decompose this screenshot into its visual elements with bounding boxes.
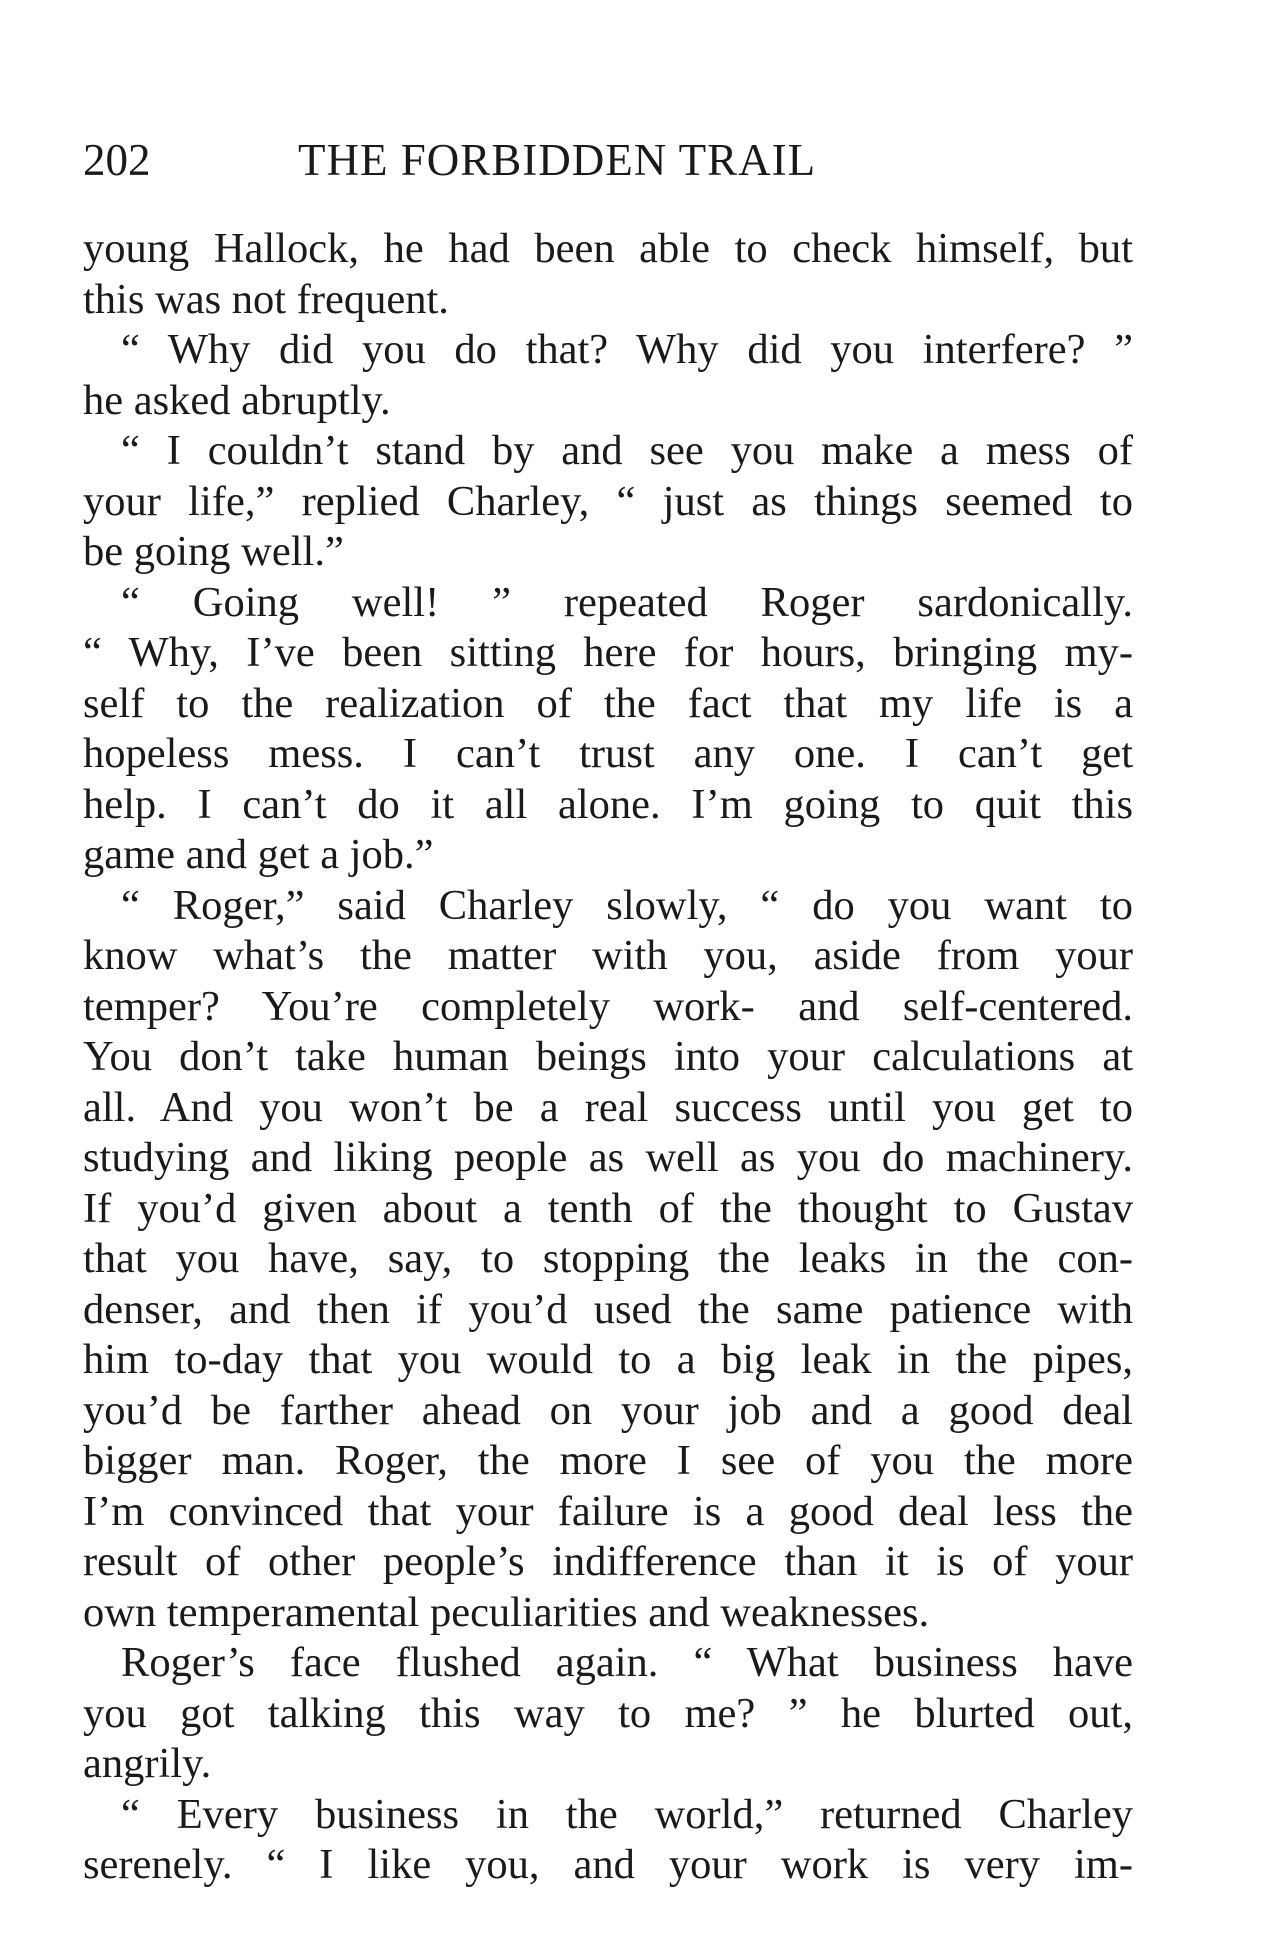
text-line: he asked abruptly. (83, 376, 391, 424)
text-line: “ Why, I’ve been sitting here for hours, bringing my- (83, 629, 1133, 676)
text-line: game and get a job.” (83, 831, 434, 878)
text-line: help. I can’t do it all alone. I’m going to quit this (83, 780, 1133, 828)
text-line: I’m convinced that your failure is a good deal less the (83, 1487, 1133, 1535)
text-line: temper? You’re completely work- and self-centered. (83, 982, 1133, 1030)
text-line: that you have, say, to stopping the leaks in the con- (83, 1235, 1133, 1282)
text-line: denser, and then if you’d used the same patience with (83, 1285, 1133, 1333)
text-line: “ Going well! ” repeated Roger sardonically. (121, 578, 1133, 626)
text-line: You don’t take human beings into your calculations at (83, 1033, 1133, 1080)
page-number: 202 (83, 135, 151, 185)
text-line: be going well.” (83, 528, 344, 575)
text-line: bigger man. Roger, the more I see of you the more (83, 1437, 1133, 1484)
text-line: studying and liking people as well as you do machinery. (83, 1134, 1133, 1181)
text-line: own temperamental peculiarities and weaknesses. (83, 1588, 930, 1636)
text-line: “ Roger,” said Charley slowly, “ do you want to (121, 881, 1133, 929)
text-line: “ I couldn’t stand by and see you make a mess of (121, 427, 1133, 474)
text-line: serenely. “ I like you, and your work is very im- (83, 1841, 1133, 1888)
text-line: result of other people’s indifference than it is of your (83, 1538, 1133, 1585)
text-line: him to-day that you would to a big leak in the pipes, (83, 1336, 1133, 1383)
text-line: “ Every business in the world,” returned Charley (121, 1790, 1133, 1838)
text-line: you’d be farther ahead on your job and a good deal (83, 1386, 1133, 1434)
text-line: “ Why did you do that? Why did you interfere? ” (121, 326, 1133, 373)
text-line: your life,” replied Charley, “ just as things seemed to (83, 477, 1133, 525)
text-line: this was not frequent. (83, 275, 449, 323)
text-line: self to the realization of the fact that my life is a (83, 679, 1133, 727)
text-line: young Hallock, he had been able to check himself, but (83, 225, 1133, 272)
text-line: If you’d given about a tenth of the thought to Gustav (83, 1184, 1133, 1232)
text-line: you got talking this way to me? ” he blurted out, (83, 1689, 1133, 1737)
text-line: know what’s the matter with you, aside from your (83, 932, 1133, 979)
text-line: angrily. (83, 1740, 212, 1787)
text-line: Roger’s face flushed again. “ What business have (121, 1639, 1133, 1686)
page-header (83, 130, 1143, 190)
text-line: all. And you won’t be a real success until you get to (83, 1083, 1133, 1131)
body-text (83, 224, 1133, 1891)
text-line: hopeless mess. I can’t trust any one. I can’t get (83, 730, 1133, 777)
running-title: THE FORBIDDEN TRAIL (298, 135, 817, 185)
